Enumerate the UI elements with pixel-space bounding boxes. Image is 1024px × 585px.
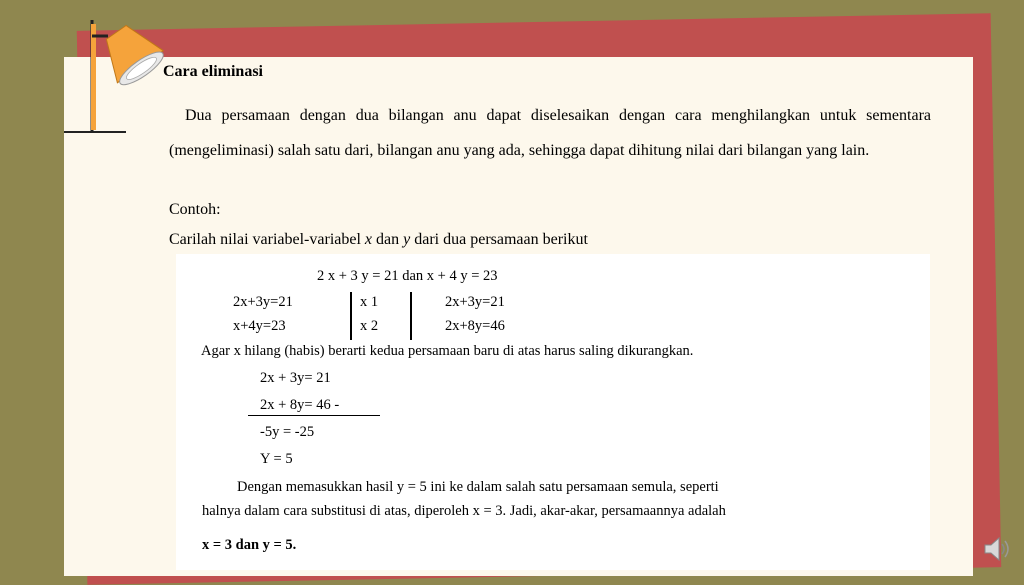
question-line: Carilah nilai variabel-variabel x dan y dari dua persamaan berikut (169, 231, 588, 248)
example-label: Contoh: (169, 201, 221, 218)
table-divider-1 (350, 292, 352, 340)
step-2: 2x + 8y= 46 - (260, 397, 340, 413)
elimination-note: Agar x hilang (habis) berarti kedua persamaan baru di atas harus saling dikurangkan. (201, 343, 694, 359)
result-2: 2x+8y=46 (445, 318, 505, 334)
table-divider-2 (410, 292, 412, 340)
equation-2: x+4y=23 (233, 318, 286, 334)
step-1: 2x + 3y= 21 (260, 370, 331, 386)
step-3: -5y = -25 (260, 424, 315, 440)
desk-lamp-icon (58, 14, 168, 138)
speaker-icon[interactable] (982, 533, 1012, 565)
step-4: Y = 5 (260, 451, 293, 467)
final-answer: x = 3 dan y = 5. (202, 537, 297, 553)
result-1: 2x+3y=21 (445, 294, 505, 310)
conclusion-line-1: Dengan memasukkan hasil y = 5 ini ke dalam salah satu persamaan semula, seperti (237, 479, 719, 495)
multiplier-1: x 1 (360, 294, 379, 310)
intro-paragraph (169, 98, 931, 168)
system-title: 2 x + 3 y = 21 dan x + 4 y = 23 (317, 268, 498, 284)
section-heading: Cara eliminasi (163, 63, 263, 80)
example-worked-solution (176, 254, 930, 570)
equation-1: 2x+3y=21 (233, 294, 293, 310)
subtraction-line (248, 415, 380, 416)
multiplier-2: x 2 (360, 318, 379, 334)
conclusion-line-2: halnya dalam cara substitusi di atas, diperoleh x = 3. Jadi, akar-akar, persamaannya adalah (202, 503, 726, 519)
intro-text: Dua persamaan dengan dua bilangan anu dapat diselesaikan dengan cara menghilangkan untuk sementara (mengeliminasi) salah satu dari, bilangan anu yang ada, sehingga dapat dihitung nilai dari bilangan yang lain. (169, 107, 931, 159)
